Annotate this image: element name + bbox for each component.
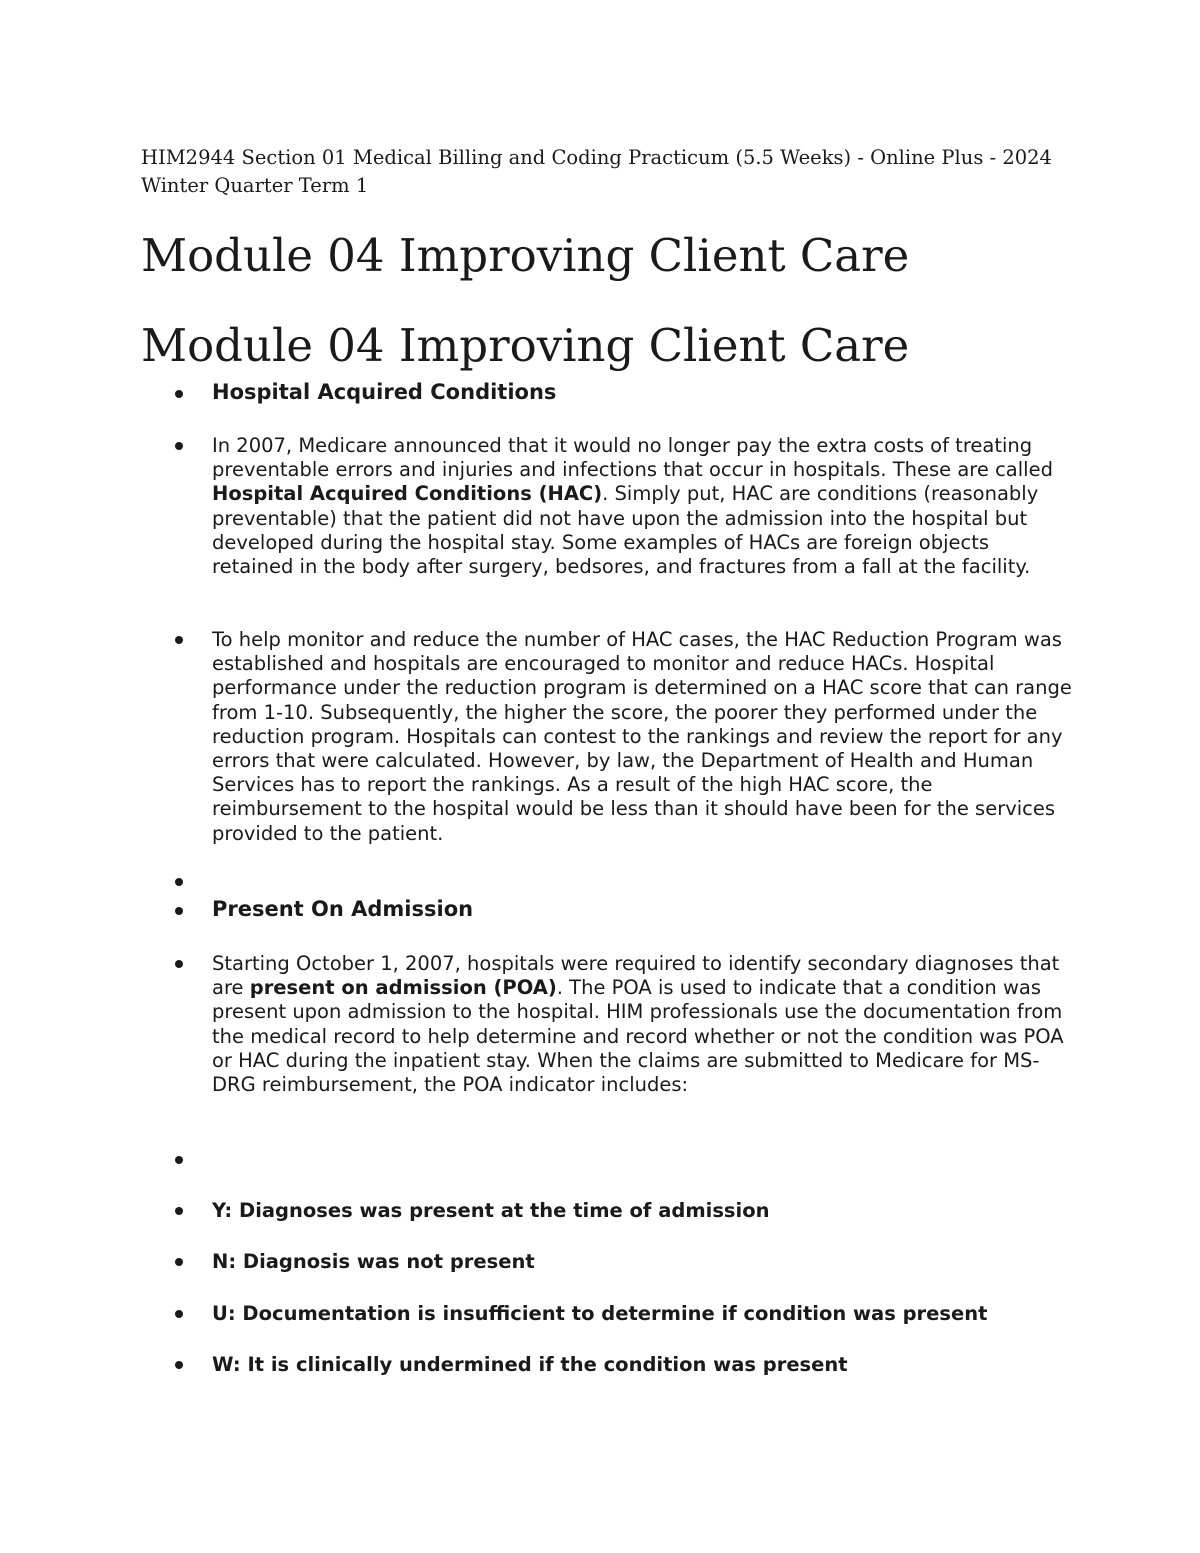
module-title-repeat: Module 04 Improving Client Care (141, 319, 910, 372)
poa-indicator-u (212, 1302, 1072, 1326)
poa-indicator-text: N: Diagnosis was not present (212, 1250, 535, 1273)
poa-indicator-n (212, 1250, 1072, 1274)
course-title: HIM2944 Section 01 Medical Billing and Coding Practicum (5.5 Weeks) - Online Plus - 2024 Winter Quarter Term 1 (141, 146, 1052, 197)
hac-p2-text: To help monitor and reduce the number of HAC cases, the HAC Reduction Program was established and hospitals are encouraged to monitor and reduce HACs. Hospital performance under the reduction program is determined on a HAC score that can range from 1-10. Subsequently, the higher the score, the poorer they performed under the reduction program. Hospitals can contest to the rankings and review the report for any errors that were calculated. However, by law, the Department of Health and Human Services has to report the rankings. As a result of the high HAC score, the reimbursement to the hospital would be less than it should have been for the services provided to the patient. (212, 628, 1072, 845)
hac-p1-text-cont: . Simply put, HAC are conditions (reasonably preventable) that the patient did not have upon the admission into the hospital but developed during the hospital stay. Some examples of HACs are foreign objects retained in the body after surgery, bedsores, and fractures from a fall at the facility. (212, 482, 1039, 579)
bullet-icon (175, 1156, 183, 1164)
poa-heading-item (212, 897, 1072, 921)
bullet-icon (175, 390, 183, 398)
poa-indicator-text: U: Documentation is insufficient to determine if condition was present (212, 1302, 988, 1325)
hac-p1-text: In 2007, Medicare announced that it would no longer pay the extra costs of treating preventable errors and injuries and infections that occur in hospitals. These are called (212, 434, 1053, 482)
hac-paragraph-1 (212, 434, 1072, 579)
bullet-icon (175, 907, 183, 915)
hac-heading: Hospital Acquired Conditions (212, 380, 557, 404)
poa-term: present on admission (POA) (249, 976, 557, 1000)
poa-p1-text: Starting October 1, 2007, hospitals were required to identify secondary diagnoses that are (212, 952, 1060, 1000)
bullet-icon (175, 442, 183, 450)
poa-indicator-text: W: It is clinically undermined if the condition was present (212, 1353, 848, 1376)
poa-p1-text-cont: . The POA is used to indicate that a condition was present upon admission to the hospital. HIM professionals use the documentation from the medical record to help determine and record whether or not the condition was POA or HAC during the inpatient stay. When the claims are submitted to Medicare for MS-DRG reimbursement, the POA indicator includes: (212, 976, 1064, 1097)
bullet-icon (175, 636, 183, 644)
poa-paragraph-1 (212, 952, 1072, 1097)
empty-list-item (212, 1148, 1072, 1172)
bullet-icon (175, 1258, 183, 1266)
hac-paragraph-2 (212, 628, 1072, 846)
poa-indicator-w (212, 1353, 1072, 1377)
poa-indicator-y (212, 1199, 1072, 1223)
bullet-icon (175, 1361, 183, 1369)
module-title: Module 04 Improving Client Care (141, 229, 910, 282)
poa-heading: Present On Admission (212, 897, 474, 921)
bullet-icon (175, 960, 183, 968)
bullet-icon (175, 1310, 183, 1318)
bullet-icon (175, 1207, 183, 1215)
empty-list-item (212, 870, 1072, 894)
bullet-icon (175, 878, 183, 886)
poa-indicator-text: Y: Diagnoses was present at the time of admission (212, 1199, 770, 1222)
hac-term: Hospital Acquired Conditions (HAC) (212, 482, 603, 506)
hac-heading-item (212, 380, 1072, 404)
